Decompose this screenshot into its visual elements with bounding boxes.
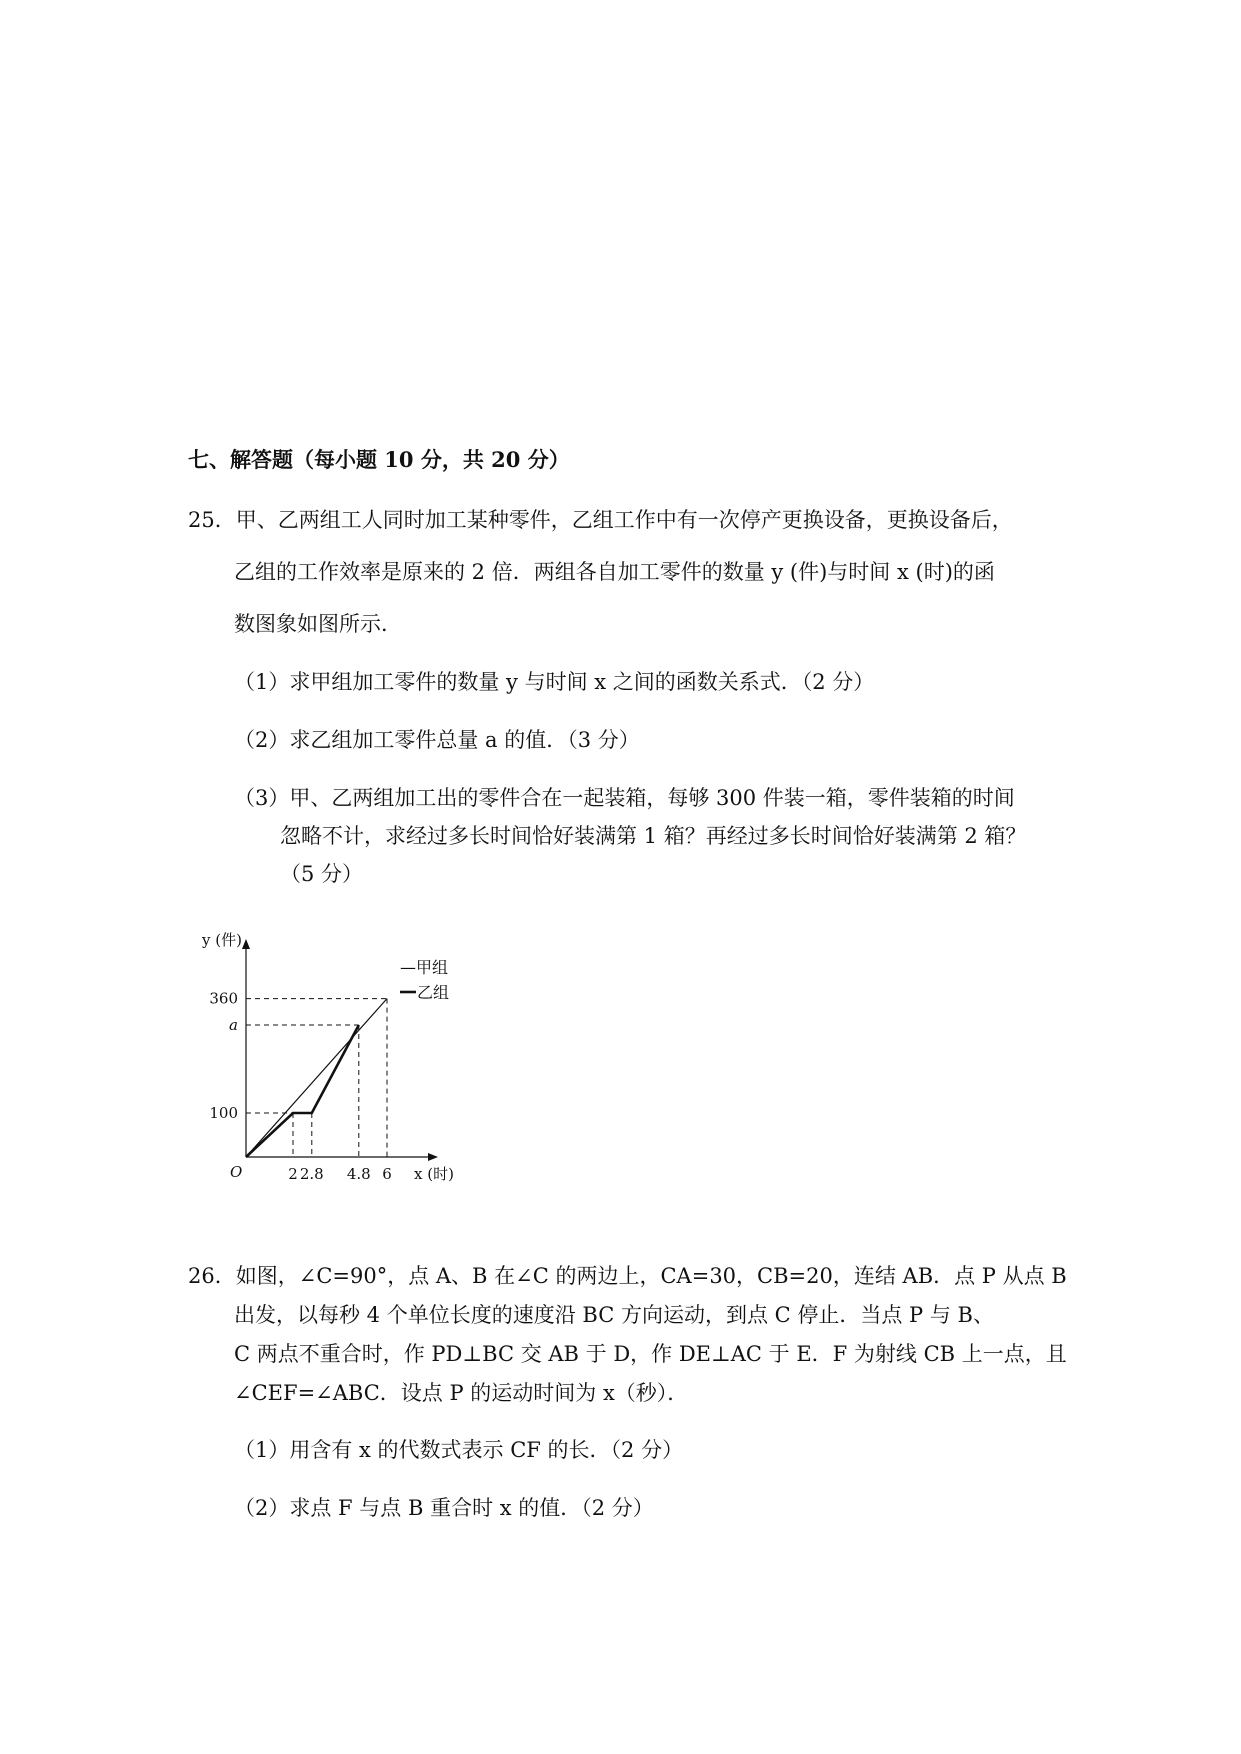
q25-stem-line-1: 25．甲、乙两组工人同时加工某种零件，乙组工作中有一次停产更换设备，更换设备后， [188, 508, 1013, 532]
x-axis-arrow [428, 1153, 438, 1161]
q25-part-1: （1）求甲组加工零件的数量 y 与时间 x 之间的函数关系式．（2 分） [234, 670, 875, 694]
section-heading: 七、解答题（每小题 10 分，共 20 分） [188, 447, 570, 472]
series-line [246, 999, 387, 1157]
q26-part-2: （2）求点 F 与点 B 重合时 x 的值．（2 分） [234, 1496, 654, 1520]
legend-item-yi: 乙组 [417, 983, 450, 1002]
q26-stem-line-4: ∠CEF=∠ABC．设点 P 的运动时间为 x（秒）． [234, 1381, 689, 1405]
x-tick-label: 2.8 [299, 1165, 324, 1183]
q26-stem-line-1: 26．如图，∠C=90°，点 A、B 在∠C 的两边上，CA=30，CB=20，连结 AB．点 P 从点 B [188, 1264, 1067, 1288]
x-tick-label: 2 [288, 1165, 298, 1183]
y-tick-label: 360 [209, 989, 238, 1008]
q25-part-3-line-3: （5 分） [280, 862, 364, 886]
q26-stem-line-3: C 两点不重合时，作 PD⊥BC 交 AB 于 D，作 DE⊥AC 于 E．F 为射线 CB 上一点，且 [234, 1342, 1067, 1366]
origin-label: O [230, 1163, 243, 1181]
q25-stem-line-3: 数图象如图所示． [234, 612, 402, 636]
y-tick-label: a [229, 1016, 238, 1034]
y-tick-label: 100 [209, 1104, 238, 1122]
x-tick-label: 4.8 [346, 1165, 371, 1183]
q25-part-3-line-1: （3）甲、乙两组加工出的零件合在一起装箱，每够 300 件装一箱，零件装箱的时间 [234, 786, 1015, 810]
q25-stem-line-2: 乙组的工作效率是原来的 2 倍．两组各自加工零件的数量 y (件)与时间 x (时)的函 [234, 560, 995, 584]
q26-stem-line-2: 出发，以每秒 4 个单位长度的速度沿 BC 方向运动，到点 C 停止．当点 P 与 B、 [234, 1303, 994, 1327]
x-tick-label: 6 [382, 1165, 392, 1183]
legend-item-jia: —甲组 [400, 958, 449, 977]
q25-part-2: （2）求乙组加工零件总量 a 的值．（3 分） [234, 728, 640, 752]
q25-part-3-line-2: 忽略不计，求经过多长时间恰好装满第 1 箱？再经过多长时间恰好装满第 2 箱？ [280, 824, 1027, 848]
y-axis-arrow [242, 939, 250, 949]
function-graph [200, 925, 520, 1195]
y-axis-label: y (件) [202, 931, 242, 949]
q26-part-1: （1）用含有 x 的代数式表示 CF 的长．（2 分） [234, 1438, 684, 1462]
x-axis-label: x (时) [414, 1165, 454, 1183]
